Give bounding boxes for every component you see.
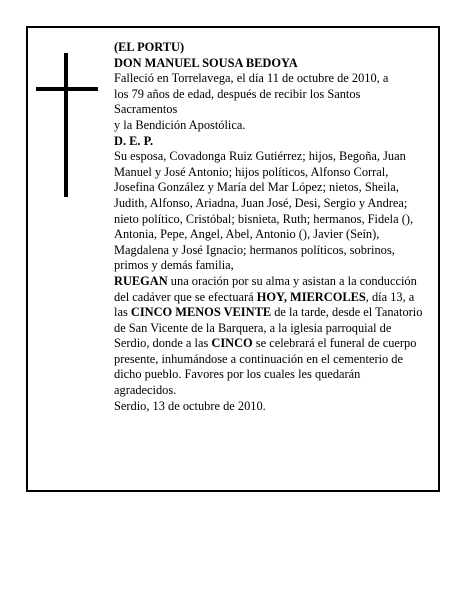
death-notice-line-4: y la Bendición Apostólica. [114, 117, 246, 132]
funeral-request-paragraph [114, 274, 424, 399]
cross-horizontal-bar [36, 87, 98, 91]
relatives-paragraph: Su esposa, Covadonga Ruiz Gutiérrez; hijos, Begoña, Juan Manuel y José Antonio; hijos políticos, Alfonso Corral, Josefina González y María del Mar López; nietos, Sheila, Judith, Alfonso, Ariadna, Juan José, Desi, Sergio y Andrea; nieto político, Cristóbal; bisnieta, Ruth; hermanos, Fidela (), Antonia, Pepe, Angel, Abel, Antonio (), Javier (Seín), Magdalena y José Ignacio; hermanos políticos, sobrinos, primos y demás familia, [114, 149, 414, 273]
request-text-1: una oración por su alma y asistan a la conducción del cadáver que se efectuará [114, 273, 417, 304]
cross-icon [36, 53, 98, 197]
request-text-2: , día 13, a las [114, 289, 415, 320]
family-nickname: (EL PORTU) [114, 40, 185, 54]
dep-label: D. E. P. [114, 133, 154, 148]
time-label: CINCO MENOS VEINTE [130, 305, 272, 320]
day-label: HOY, MIERCOLES [256, 289, 366, 304]
deceased-name: DON MANUEL SOUSA BEDOYA [114, 55, 298, 70]
funeral-time-label: CINCO [211, 336, 253, 351]
obituary-text [114, 40, 424, 414]
request-text-3: de la tarde, desde el Tanatorio de San Vicente de la Barquera, a la iglesia parroquial de Serdio, donde a las [114, 305, 423, 351]
cross-vertical-bar [64, 53, 68, 197]
death-notice-line-3: Sacramentos [114, 102, 178, 117]
request-text-4: se celebrará el funeral de cuerpo presente, inhumándose a continuación en el cementerio de dicho pueblo. Favores por los cuales les quedarán agradecidos. [114, 336, 417, 398]
death-notice-line-1: Falleció en Torrelavega, el día 11 de octubre de 2010, a [114, 71, 389, 86]
death-notice-line-2: los 79 años de edad, después de recibir los Santos [114, 86, 361, 101]
closing-place-date: Serdio, 13 de octubre de 2010. [114, 398, 266, 413]
ruegan-label: RUEGAN [114, 273, 168, 288]
